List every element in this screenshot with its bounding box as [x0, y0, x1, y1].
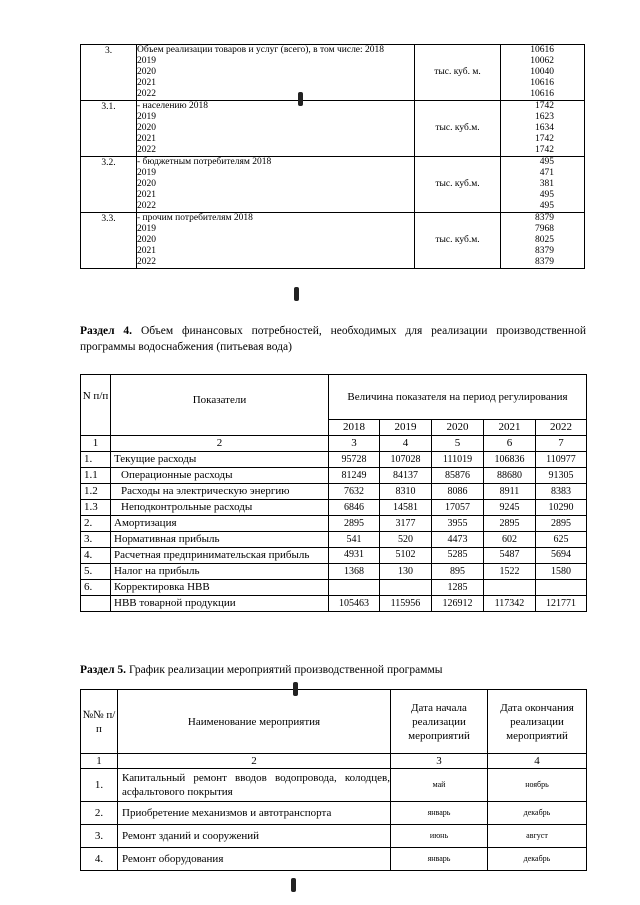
value: 117342 [484, 596, 536, 612]
row-unit: тыс. куб.м. [415, 213, 501, 269]
row-values [501, 213, 585, 269]
value: 5487 [484, 548, 536, 564]
value: 5285 [432, 548, 484, 564]
row-number: 3. [81, 45, 137, 101]
row-num: 1.2 [81, 484, 111, 500]
col-number: 3 [329, 436, 380, 452]
col-number: 6 [484, 436, 536, 452]
table-row [81, 580, 587, 596]
row-num: 3. [81, 825, 118, 848]
line: 2019 [137, 168, 156, 178]
table-row [81, 532, 587, 548]
row-name: Текущие расходы [111, 452, 329, 468]
value: 1742 [535, 134, 554, 144]
table-row [81, 468, 587, 484]
row-name: НВВ товарной продукции [111, 596, 329, 612]
section-5-heading [80, 662, 586, 678]
scan-mark [293, 682, 298, 696]
header-num: №№ п/п [81, 690, 118, 754]
value: 105463 [329, 596, 380, 612]
row-description [137, 101, 415, 157]
value: 8379 [535, 246, 554, 256]
start-date: май [391, 769, 488, 802]
col-number: 2 [118, 754, 391, 769]
table-row [81, 500, 587, 516]
table-row [81, 45, 585, 101]
value: 115956 [380, 596, 432, 612]
value: 8379 [535, 257, 554, 267]
table-row [81, 769, 587, 802]
value: 10616 [530, 45, 554, 55]
header-end: Дата окончания реализации мероприятий [488, 690, 587, 754]
row-unit: тыс. куб.м. [415, 101, 501, 157]
header-row [81, 690, 587, 754]
value: 495 [539, 157, 554, 167]
row-values [501, 101, 585, 157]
year: 2020 [432, 420, 484, 436]
value: 8310 [380, 484, 432, 500]
row-number: 3.3. [81, 213, 137, 269]
row-num: 1.3 [81, 500, 111, 516]
table-row [81, 548, 587, 564]
value: 6846 [329, 500, 380, 516]
value: 126912 [432, 596, 484, 612]
header-name: Наименование мероприятия [118, 690, 391, 754]
row-num: 6. [81, 580, 111, 596]
row-name: Налог на прибыль [111, 564, 329, 580]
row-number: 3.2. [81, 157, 137, 213]
line: - прочим потребителям 2018 [137, 213, 253, 223]
row-num: 1. [81, 769, 118, 802]
value: 14581 [380, 500, 432, 516]
value: 2895 [536, 516, 587, 532]
value: 95728 [329, 452, 380, 468]
volume-table [80, 44, 585, 269]
row-name: Амортизация [111, 516, 329, 532]
value: 520 [380, 532, 432, 548]
value: 5102 [380, 548, 432, 564]
line: 2022 [137, 201, 156, 211]
value: 121771 [536, 596, 587, 612]
value: 107028 [380, 452, 432, 468]
col-number: 2 [111, 436, 329, 452]
section-4-title: Раздел 4. [80, 325, 133, 337]
row-name: Приобретение механизмов и автотранспорта [118, 802, 391, 825]
table-row [81, 157, 585, 213]
row-values [501, 45, 585, 101]
row-unit: тыс. куб. м. [415, 45, 501, 101]
row-num: 4. [81, 548, 111, 564]
end-date: август [488, 825, 587, 848]
value: 8086 [432, 484, 484, 500]
header-indicators: Показатели [111, 375, 329, 436]
value: 381 [539, 179, 554, 189]
row-name: Неподконтрольные расходы [111, 500, 329, 516]
value: 1522 [484, 564, 536, 580]
value: 85876 [432, 468, 484, 484]
table-row [81, 596, 587, 612]
year: 2021 [484, 420, 536, 436]
value: 4473 [432, 532, 484, 548]
row-num: 5. [81, 564, 111, 580]
value: 81249 [329, 468, 380, 484]
line: 2020 [137, 235, 156, 245]
value: 1634 [535, 123, 554, 133]
row-name: Расчетная предпринимательская прибыль [111, 548, 329, 564]
value: 84137 [380, 468, 432, 484]
line: 2021 [137, 246, 156, 256]
finance-table [80, 374, 587, 612]
col-number: 1 [81, 436, 111, 452]
value: 541 [329, 532, 380, 548]
start-date: январь [391, 802, 488, 825]
start-date: январь [391, 848, 488, 871]
value: 91305 [536, 468, 587, 484]
row-num [81, 596, 111, 612]
end-date: декабрь [488, 848, 587, 871]
header-start: Дата начала реализации мероприятий [391, 690, 488, 754]
value: 1580 [536, 564, 587, 580]
row-num: 2. [81, 516, 111, 532]
row-name: Нормативная прибыль [111, 532, 329, 548]
table-row [81, 101, 585, 157]
end-date: ноябрь [488, 769, 587, 802]
row-unit: тыс. куб.м. [415, 157, 501, 213]
table-row [81, 564, 587, 580]
col-number: 5 [432, 436, 484, 452]
value: 1742 [535, 101, 554, 111]
row-description [137, 157, 415, 213]
value: 1623 [535, 112, 554, 122]
col-number: 4 [380, 436, 432, 452]
value: 130 [380, 564, 432, 580]
value: 8383 [536, 484, 587, 500]
header-num: N п/п [81, 375, 111, 436]
value: 895 [432, 564, 484, 580]
scan-mark [291, 878, 296, 892]
value: 2895 [329, 516, 380, 532]
row-values [501, 157, 585, 213]
table-row [81, 452, 587, 468]
value [536, 580, 587, 596]
row-description [137, 213, 415, 269]
value: 110977 [536, 452, 587, 468]
header-value: Величина показателя на период регулирования [329, 375, 587, 420]
row-name: Капитальный ремонт вводов водопровода, колодцев, асфальтового покрытия [118, 769, 391, 802]
line: 2022 [137, 89, 156, 99]
value [484, 580, 536, 596]
year: 2018 [329, 420, 380, 436]
section-4-heading [80, 323, 586, 355]
value: 495 [539, 190, 554, 200]
line: 2019 [137, 56, 156, 66]
line: 2021 [137, 78, 156, 88]
value: 7632 [329, 484, 380, 500]
line: 2020 [137, 123, 156, 133]
value: 8025 [535, 235, 554, 245]
table-row [81, 213, 585, 269]
value: 602 [484, 532, 536, 548]
row-num: 3. [81, 532, 111, 548]
column-numbers-row [81, 436, 587, 452]
section-5-text: График реализации мероприятий производственной программы [128, 664, 443, 676]
row-name: Ремонт зданий и сооружений [118, 825, 391, 848]
section-4-text: Объем финансовых потребностей, необходимых для реализации производственной программы водоснабжения (питьевая вода) [80, 325, 586, 353]
value: 495 [539, 201, 554, 211]
col-number: 3 [391, 754, 488, 769]
table-row [81, 802, 587, 825]
line: 2021 [137, 134, 156, 144]
col-number: 4 [488, 754, 587, 769]
line: - населению 2018 [137, 101, 208, 111]
table-row [81, 516, 587, 532]
line: Объем реализации товаров и услуг (всего), в том числе: 2018 [137, 45, 385, 55]
table-row [81, 484, 587, 500]
col-number: 1 [81, 754, 118, 769]
table-row [81, 848, 587, 871]
year: 2022 [536, 420, 587, 436]
line: 2022 [137, 257, 156, 267]
line: 2020 [137, 67, 156, 77]
line: 2019 [137, 224, 156, 234]
line: 2019 [137, 112, 156, 122]
value: 10040 [530, 67, 554, 77]
row-num: 1. [81, 452, 111, 468]
value: 10616 [530, 78, 554, 88]
row-name: Корректировка НВВ [111, 580, 329, 596]
value: 625 [536, 532, 587, 548]
value: 88680 [484, 468, 536, 484]
value: 1742 [535, 145, 554, 155]
row-name: Расходы на электрическую энергию [111, 484, 329, 500]
value: 1285 [432, 580, 484, 596]
value: 3955 [432, 516, 484, 532]
scan-mark [298, 92, 303, 106]
value: 10290 [536, 500, 587, 516]
value: 9245 [484, 500, 536, 516]
value: 111019 [432, 452, 484, 468]
line: - бюджетным потребителям 2018 [137, 157, 272, 167]
value [329, 580, 380, 596]
value: 17057 [432, 500, 484, 516]
volume-table-body [81, 45, 585, 269]
schedule-table [80, 689, 587, 871]
row-num: 4. [81, 848, 118, 871]
year: 2019 [380, 420, 432, 436]
row-num: 2. [81, 802, 118, 825]
scan-mark [294, 287, 299, 301]
value: 7968 [535, 224, 554, 234]
row-name: Ремонт оборудования [118, 848, 391, 871]
end-date: декабрь [488, 802, 587, 825]
value: 3177 [380, 516, 432, 532]
value: 10616 [530, 89, 554, 99]
value: 2895 [484, 516, 536, 532]
value: 10062 [530, 56, 554, 66]
table-row [81, 825, 587, 848]
line: 2021 [137, 190, 156, 200]
value: 471 [539, 168, 554, 178]
value: 8911 [484, 484, 536, 500]
col-number: 7 [536, 436, 587, 452]
value: 4931 [329, 548, 380, 564]
row-description [137, 45, 415, 101]
line: 2022 [137, 145, 156, 155]
header-row [81, 375, 587, 420]
value: 5694 [536, 548, 587, 564]
column-numbers-row [81, 754, 587, 769]
value [380, 580, 432, 596]
section-5-title: Раздел 5. [80, 664, 127, 676]
row-num: 1.1 [81, 468, 111, 484]
row-number: 3.1. [81, 101, 137, 157]
row-name: Операционные расходы [111, 468, 329, 484]
value: 1368 [329, 564, 380, 580]
value: 106836 [484, 452, 536, 468]
line: 2020 [137, 179, 156, 189]
value: 8379 [535, 213, 554, 223]
start-date: июнь [391, 825, 488, 848]
